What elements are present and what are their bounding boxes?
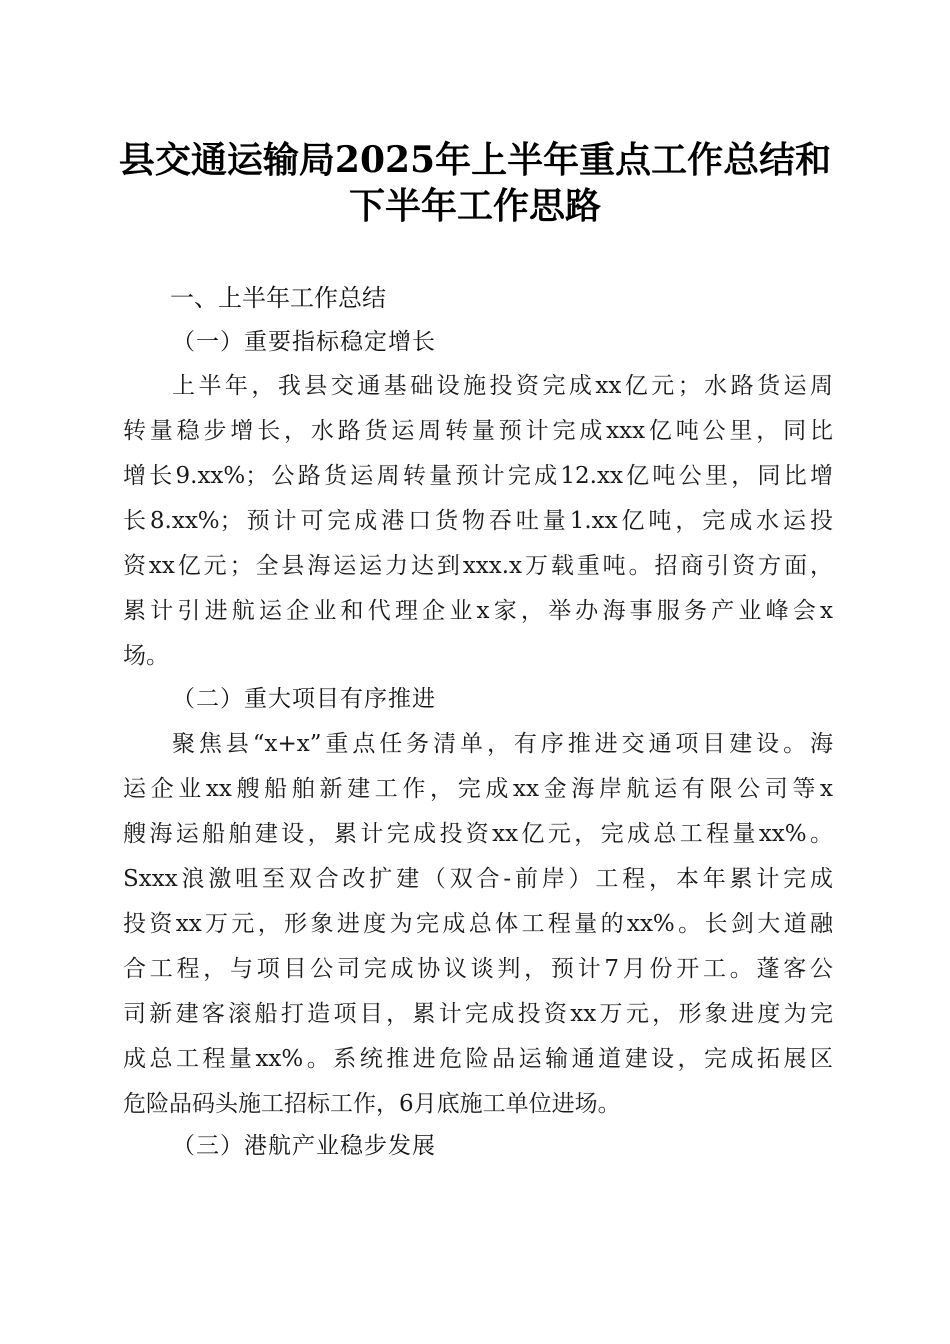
paragraph-line: 累计引进航运企业和代理企业x家，举办海事服务产业峰会x xyxy=(123,598,833,624)
subsection-heading-port-shipping: （三）港航产业稳步发展 xyxy=(172,1133,436,1159)
paragraph-line: 聚焦县“x+x”重点任务清单，有序推进交通项目建设。海 xyxy=(172,731,833,757)
paragraph-line: 司新建客滚船打造项目，累计完成投资xx万元，形象进度为完 xyxy=(123,1001,833,1027)
subsection-heading-major-projects: （二）重大项目有序推进 xyxy=(172,686,436,712)
paragraph-line: 投资xx万元，形象进度为完成总体工程量的xx%。长剑大道融 xyxy=(123,911,833,937)
paragraph-line: 运企业xx艘船舶新建工作，完成xx金海岸航运有限公司等x xyxy=(123,776,833,802)
paragraph-line: 场。 xyxy=(123,643,169,669)
paragraph-line: 增长9.xx%；公路货运周转量预计完成12.xx亿吨公里，同比增 xyxy=(123,463,833,489)
paragraph-line: Sxxx浪激咀至双合改扩建（双合-前岸）工程，本年累计完成 xyxy=(123,866,833,892)
paragraph-line: 长8.xx%；预计可完成港口货物吞吐量1.xx亿吨，完成水运投 xyxy=(123,508,833,534)
paragraph-line: 转量稳步增长，水路货运周转量预计完成xxx亿吨公里，同比 xyxy=(123,418,833,444)
document-title-line-2: 下半年工作思路 xyxy=(348,185,601,227)
document-title-line-1: 县交通运输局2025年上半年重点工作总结和 xyxy=(118,139,832,181)
paragraph-line: 危险品码头施工招标工作，6月底施工单位进场。 xyxy=(123,1091,621,1117)
paragraph-line: 合工程，与项目公司完成协议谈判，预计7月份开工。蓬客公 xyxy=(123,956,833,982)
paragraph-line: 资xx亿元；全县海运运力达到xxx.x万载重吨。招商引资方面， xyxy=(123,553,833,579)
paragraph-line: 上半年，我县交通基础设施投资完成xx亿元；水路货运周 xyxy=(172,373,833,399)
subsection-heading-indicators: （一）重要指标稳定增长 xyxy=(172,329,436,355)
paragraph-line: 成总工程量xx%。系统推进危险品运输通道建设，完成拓展区 xyxy=(123,1046,833,1072)
paragraph-line: 艘海运船舶建设，累计完成投资xx亿元，完成总工程量xx%。 xyxy=(123,821,833,847)
section-heading-summary: 一、上半年工作总结 xyxy=(170,284,386,312)
